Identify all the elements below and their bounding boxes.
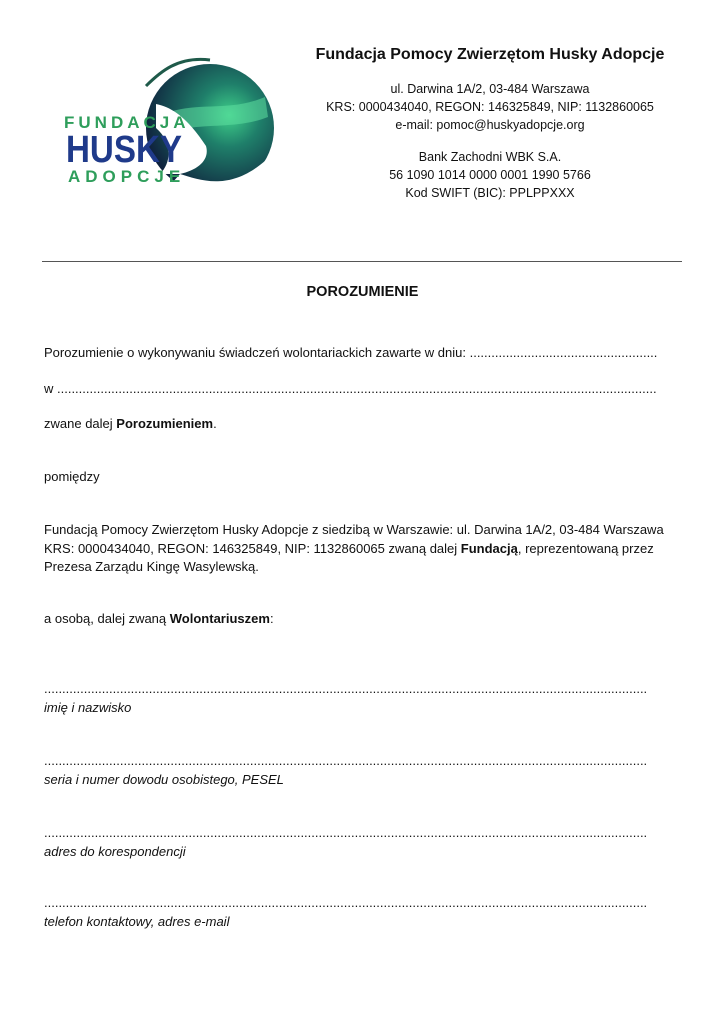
called-prefix: zwane dalej (44, 416, 117, 431)
organization-header (300, 44, 680, 202)
called-line (44, 415, 680, 433)
party-foundation (44, 521, 680, 577)
party-volunteer-suffix: : (269, 611, 274, 626)
place-line: w ...................................................................................................................................................................... (44, 381, 657, 396)
bank-name: Bank Zachodni WBK S.A. (418, 150, 562, 164)
party-volunteer-term: Wolontariuszem (169, 611, 270, 626)
party-volunteer-prefix: a osobą, dalej zwaną (44, 611, 170, 626)
logo-word-fundacja: FUNDACJA (64, 113, 190, 132)
bank-swift: Kod SWIFT (BIC): PPLPPXXX (405, 186, 575, 200)
contact-dots-field[interactable]: ....................................................................................................................................................................... (44, 895, 648, 910)
name-dots-field[interactable]: ....................................................................................................................................................................... (44, 681, 648, 696)
organization-registry: KRS: 0000434040, REGON: 146325849, NIP: 1132860065 (326, 100, 654, 114)
between-line: pomiędzy (44, 469, 100, 484)
party-foundation-text: Fundacją Pomocy Zwierzętom Husky Adopcje z siedzibą w Warszawie: ul. Darwina 1A/2, 03-484 Warszawa KRS: 0000434040, REGON: 146325849, NIP: 1132860065 zwaną dalej (44, 522, 664, 556)
address-field-label: adres do korespondencji (44, 844, 186, 859)
intro-line: Porozumienie o wykonywaniu świadczeń wolontariackich zawarte w dniu: .................................................... (44, 345, 658, 360)
id-dots-field[interactable]: ....................................................................................................................................................................... (44, 753, 648, 768)
document-title: POROZUMIENIE (306, 284, 419, 300)
organization-address: ul. Darwina 1A/2, 03-484 Warszawa (390, 82, 590, 96)
contact-field-label: telefon kontaktowy, adres e-mail (44, 914, 230, 929)
organization-name: Fundacja Pomocy Zwierzętom Husky Adopcje (315, 46, 665, 63)
bank-account: 56 1090 1014 0000 0001 1990 5766 (389, 168, 591, 182)
party-foundation-representation: , reprezentowaną przez Prezesa Zarządu Kingę Wasylewską. (44, 540, 654, 574)
called-term: Porozumieniem (116, 416, 214, 431)
header-divider (42, 261, 682, 262)
called-suffix: . (213, 416, 217, 431)
party-volunteer (44, 610, 680, 628)
address-dots-field[interactable]: ....................................................................................................................................................................... (44, 825, 648, 840)
foundation-logo (60, 42, 280, 212)
logo-word-husky: HUSKY (66, 129, 182, 171)
name-field-label: imię i nazwisko (44, 700, 132, 715)
id-field-label: seria i numer dowodu osobistego, PESEL (44, 772, 284, 787)
party-foundation-term: Fundacją (460, 540, 518, 556)
logo-word-adopcje: ADOPCJE (68, 167, 186, 186)
organization-email: e-mail: pomoc@huskyadopcje.org (395, 118, 585, 132)
